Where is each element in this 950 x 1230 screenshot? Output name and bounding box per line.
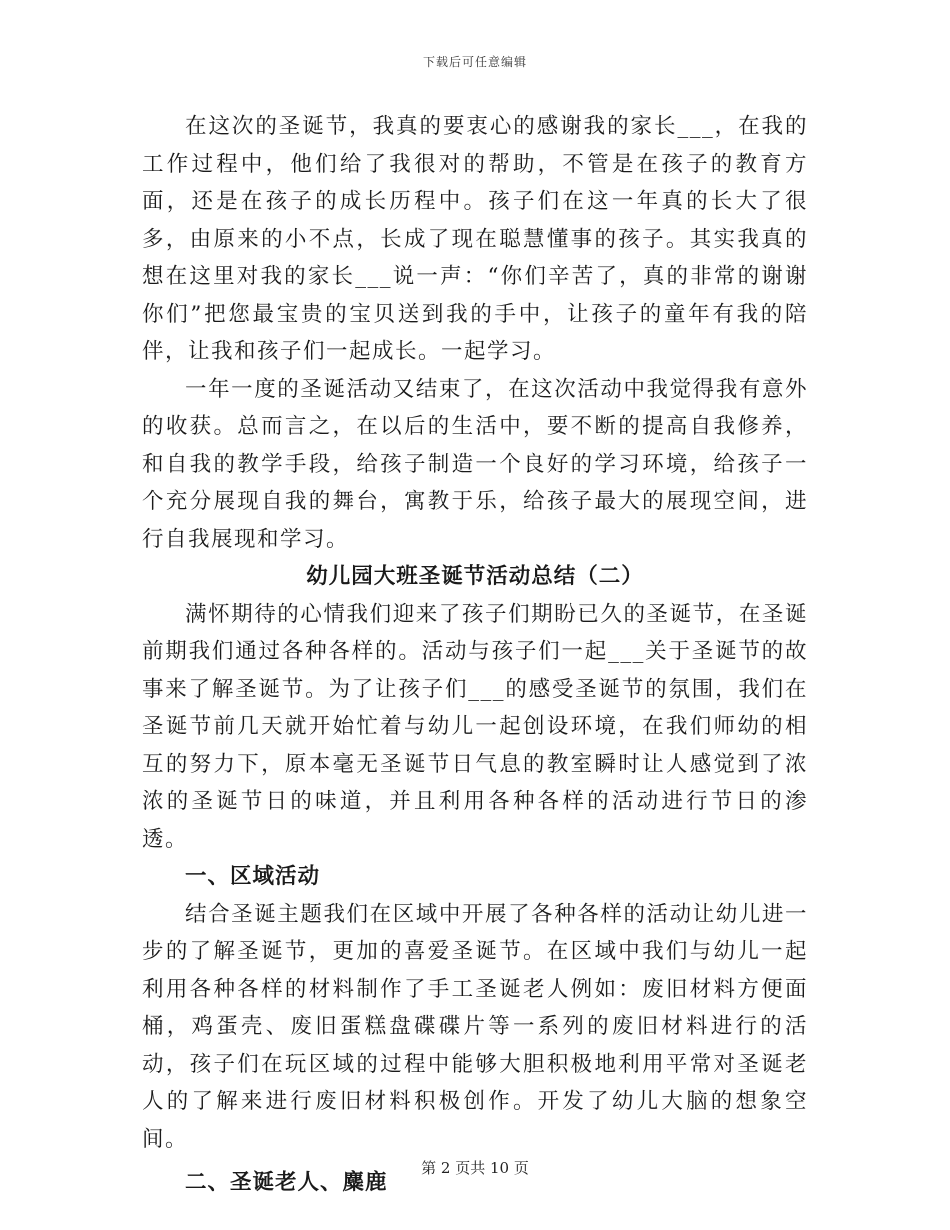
heading-santa-reindeer: 二、圣诞老人、麋鹿 bbox=[185, 1170, 388, 1195]
document-body bbox=[142, 108, 808, 1202]
paragraph-activity-conclusion: 一年一度的圣诞活动又结束了，在这次活动中我觉得我有意外的收获。总而言之，在以后的生活中，要不断的提高自我修养，和自我的教学手段，给孩子制造一个良好的学习环境，给孩子一个充分展现自我的舞台，寓教于乐，给孩子最大的展现空间，进行自我展现和学习。 bbox=[142, 376, 808, 552]
paragraph-area-activities: 结合圣诞主题我们在区域中开展了各种各样的活动让幼儿进一步的了解圣诞节，更加的喜爱圣诞节。在区域中我们与幼儿一起利用各种各样的材料制作了手工圣诞老人例如：废旧材料方便面桶，鸡蛋壳、废旧蛋糕盘碟碟片等一系列的废旧材料进行的活动，孩子们在玩区域的过程中能够大胆积极地利用平常对圣诞老人的了解来进行废旧材料积极创作。开发了幼儿大脑的想象空间。 bbox=[142, 901, 808, 1152]
heading-area-activities: 一、区域活动 bbox=[185, 864, 321, 889]
paragraph-christmas-intro: 满怀期待的心情我们迎来了孩子们期盼已久的圣诞节，在圣诞前期我们通过各种各样的。活动与孩子们一起___关于圣诞节的故事来了解圣诞节。为了让孩子们___的感受圣诞节的氛围，我们在圣诞节前几天就开始忙着与幼儿一起创设环境，在我们师幼的相互的努力下，原本毫无圣诞节日气息的教室瞬时让人感觉到了浓浓的圣诞节日的味道，并且利用各种各样的活动进行节日的渗透。 bbox=[142, 601, 808, 852]
paragraph-thanks-parents: 在这次的圣诞节，我真的要衷心的感谢我的家长___，在我的工作过程中，他们给了我很对的帮助，不管是在孩子的教育方面，还是在孩子的成长历程中。孩子们在这一年真的长大了很多，由原来的小不点，长成了现在聪慧懂事的孩子。其实我真的想在这里对我的家长___说一声：“你们辛苦了，真的非常的谢谢你们”把您最宝贵的宝贝送到我的手中，让孩子的童年有我的陪伴，让我和孩子们一起成长。一起学习。 bbox=[142, 114, 808, 364]
section-title: 幼儿园大班圣诞节活动总结（二） bbox=[306, 564, 644, 589]
page-footer: 第 2 页共 10 页 bbox=[421, 1159, 529, 1177]
page-header: 下载后可任意编辑 bbox=[422, 55, 527, 69]
